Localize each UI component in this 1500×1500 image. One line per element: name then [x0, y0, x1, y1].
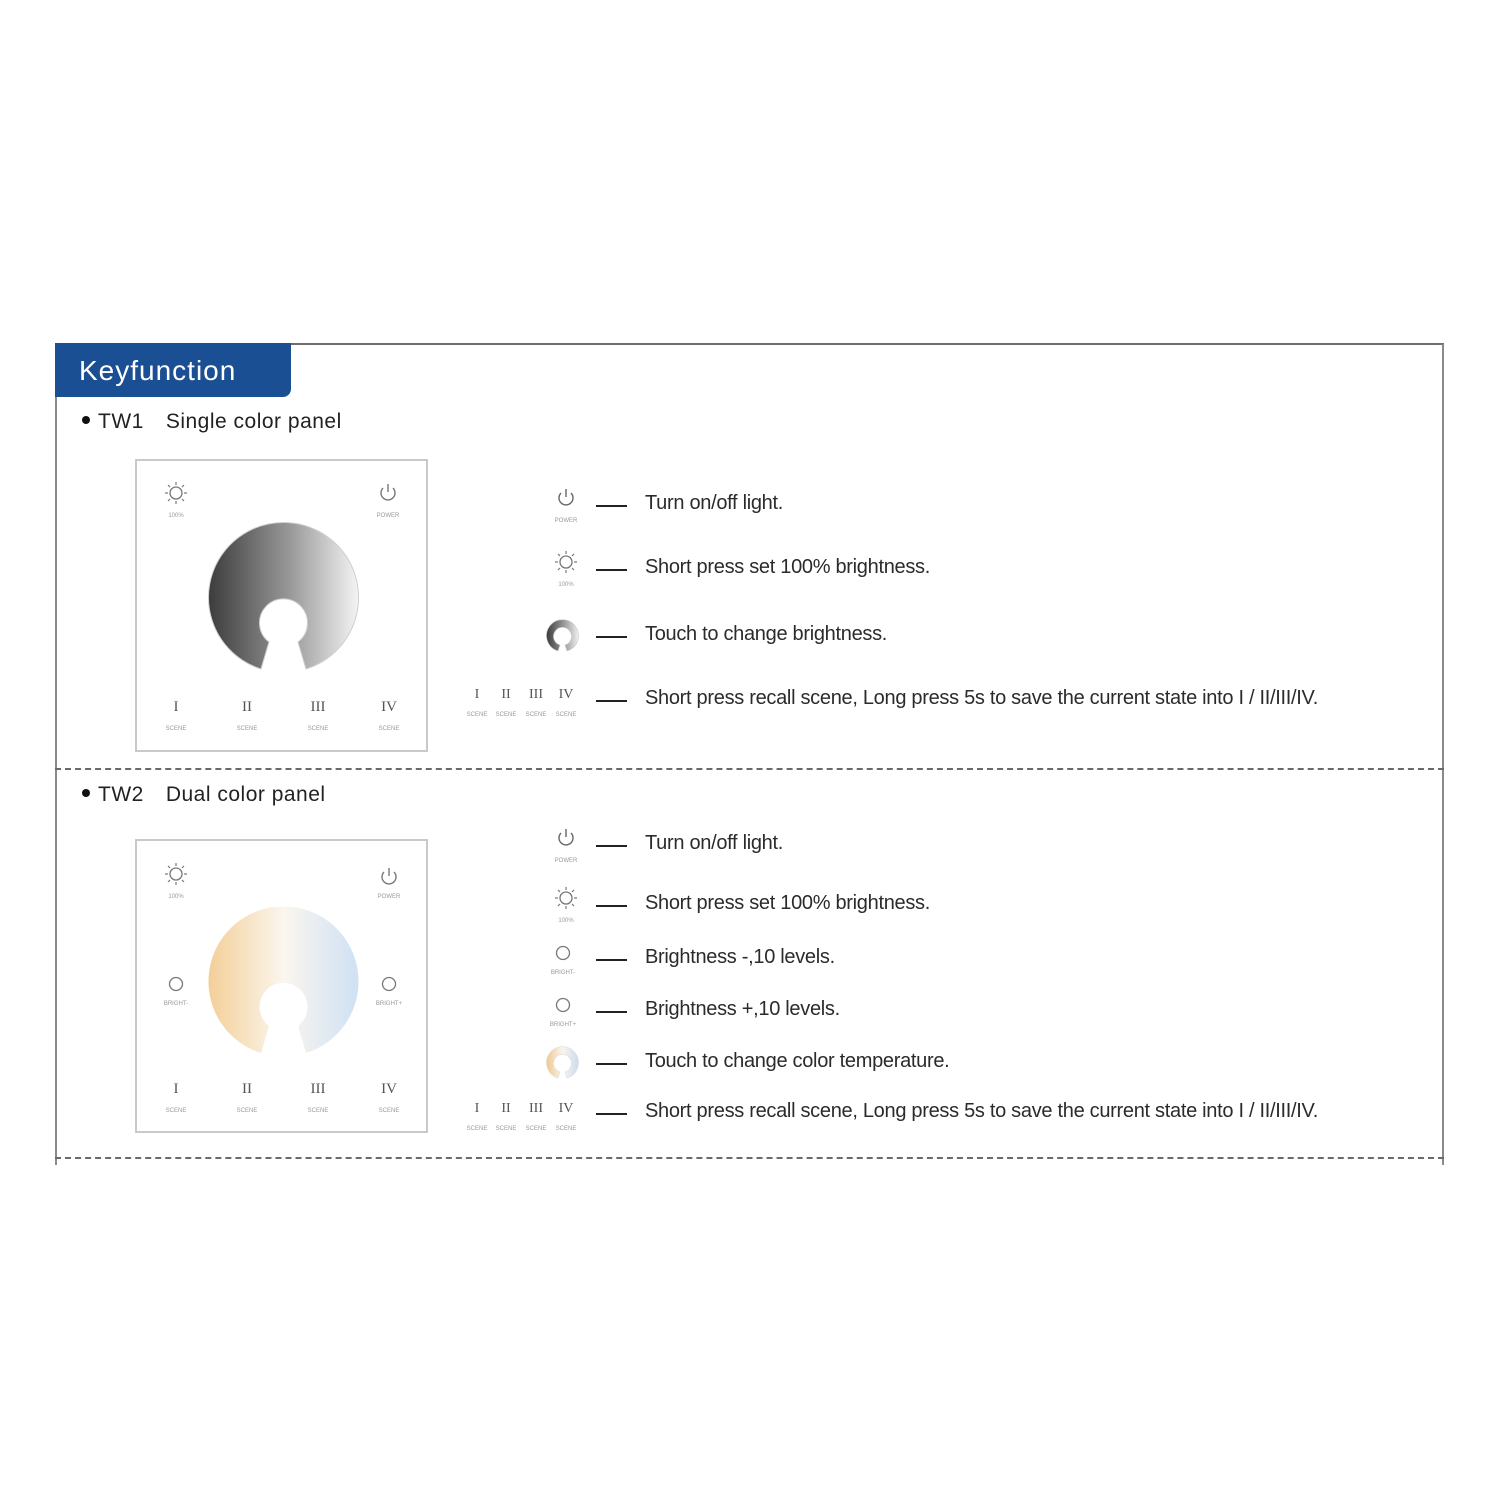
- dash-line: [596, 700, 627, 702]
- svg-text:BRIGHT+: BRIGHT+: [549, 1022, 577, 1028]
- color-wheel-icon: [543, 1044, 581, 1082]
- bright-plus-button[interactable]: [383, 978, 396, 991]
- svg-text:SCENE: SCENE: [495, 1126, 517, 1132]
- function-text: Turn on/off light.: [645, 492, 784, 514]
- scene-label: SCENE: [165, 726, 187, 732]
- scene-4-numeral: IV: [381, 1081, 397, 1097]
- svg-text:III: III: [529, 1101, 543, 1116]
- dash-line: [596, 1011, 627, 1013]
- function-text: Short press set 100% brightness.: [645, 556, 930, 578]
- header-title: Keyfunction: [79, 355, 237, 386]
- circle-button-icon: [545, 994, 583, 1030]
- section-name: Dual color panel: [165, 783, 326, 806]
- function-text: Brightness +,10 levels.: [645, 998, 840, 1020]
- scene-label: SCENE: [165, 1108, 187, 1114]
- sun-icon: [165, 863, 187, 885]
- label-100: 100%: [168, 513, 184, 519]
- brightness-wheel[interactable]: [209, 522, 359, 669]
- power-icon: [381, 484, 395, 500]
- power-icon: [548, 824, 584, 866]
- function-text: Touch to change color temperature.: [645, 1050, 950, 1072]
- scene-buttons-icon: [462, 1095, 584, 1135]
- svg-text:III: III: [529, 687, 543, 702]
- bullet-icon: [82, 416, 90, 424]
- svg-text:POWER: POWER: [554, 858, 578, 864]
- brightness-wheel-icon: [543, 618, 581, 656]
- bright-minus-button[interactable]: [170, 978, 183, 991]
- svg-text:SCENE: SCENE: [525, 1126, 547, 1132]
- dash-line: [596, 636, 627, 638]
- scene-2-numeral: II: [242, 1081, 252, 1097]
- svg-text:I: I: [474, 1101, 480, 1116]
- svg-text:SCENE: SCENE: [466, 1126, 488, 1132]
- svg-text:POWER: POWER: [554, 518, 578, 524]
- sun-icon: [548, 884, 584, 926]
- power-icon: [548, 484, 584, 526]
- dash-line: [596, 1063, 627, 1065]
- function-text: Turn on/off light.: [645, 832, 784, 854]
- dash-line: [596, 505, 627, 507]
- scene-3-numeral: III: [310, 699, 326, 715]
- dash-line: [596, 569, 627, 571]
- function-text: Short press set 100% brightness.: [645, 892, 930, 914]
- tw1-panel-image: [135, 459, 428, 752]
- dash-line: [596, 905, 627, 907]
- function-text: Short press recall scene, Long press 5s to save the current state into I / II/III/IV.: [645, 687, 1319, 709]
- dash-line: [596, 959, 627, 961]
- label-bright-plus: BRIGHT+: [375, 1001, 403, 1007]
- scene-4-numeral: IV: [381, 699, 397, 715]
- svg-text:SCENE: SCENE: [555, 712, 577, 718]
- bottom-divider: [55, 1157, 1444, 1159]
- svg-text:IV: IV: [558, 1101, 574, 1116]
- label-bright-minus: BRIGHT-: [163, 1001, 189, 1007]
- power-icon: [382, 868, 396, 884]
- svg-text:SCENE: SCENE: [555, 1126, 577, 1132]
- tw2-panel-image: [135, 839, 428, 1133]
- section-name: Single color panel: [165, 410, 342, 433]
- svg-text:II: II: [501, 1101, 511, 1116]
- scene-label: SCENE: [378, 1108, 400, 1114]
- svg-text:SCENE: SCENE: [495, 712, 517, 718]
- section-model: TW2: [98, 783, 144, 806]
- svg-text:I: I: [474, 687, 480, 702]
- scene-3-numeral: III: [310, 1081, 326, 1097]
- sun-icon: [548, 548, 584, 590]
- key-function-header: [55, 343, 291, 397]
- svg-text:IV: IV: [558, 687, 574, 702]
- section-heading-tw1: [82, 410, 342, 434]
- scene-label: SCENE: [236, 726, 258, 732]
- svg-text:SCENE: SCENE: [525, 712, 547, 718]
- scene-label: SCENE: [378, 726, 400, 732]
- sun-icon: [165, 482, 187, 504]
- scene-label: SCENE: [307, 1108, 329, 1114]
- svg-text:BRIGHT-: BRIGHT-: [550, 970, 576, 976]
- function-text: Brightness -,10 levels.: [645, 946, 835, 968]
- function-text: Touch to change brightness.: [645, 623, 888, 645]
- color-temperature-wheel[interactable]: [209, 906, 359, 1053]
- dash-line: [596, 845, 627, 847]
- label-100: 100%: [168, 894, 184, 900]
- scene-1-numeral: I: [173, 1081, 179, 1097]
- bullet-icon: [82, 789, 90, 797]
- section-divider: [55, 768, 1444, 770]
- circle-button-icon: [545, 942, 583, 978]
- label-power: POWER: [376, 513, 400, 519]
- label-power: POWER: [377, 894, 401, 900]
- scene-label: SCENE: [307, 726, 329, 732]
- svg-text:SCENE: SCENE: [466, 712, 488, 718]
- svg-text:II: II: [501, 687, 511, 702]
- section-heading-tw2: [82, 783, 326, 807]
- scene-label: SCENE: [236, 1108, 258, 1114]
- function-text: Short press recall scene, Long press 5s to save the current state into I / II/III/IV.: [645, 1100, 1319, 1122]
- scene-1-numeral: I: [173, 699, 179, 715]
- dash-line: [596, 1113, 627, 1115]
- svg-text:100%: 100%: [558, 918, 574, 924]
- scene-buttons-icon: [462, 681, 584, 721]
- scene-2-numeral: II: [242, 699, 252, 715]
- svg-text:100%: 100%: [558, 582, 574, 588]
- section-model: TW1: [98, 410, 144, 433]
